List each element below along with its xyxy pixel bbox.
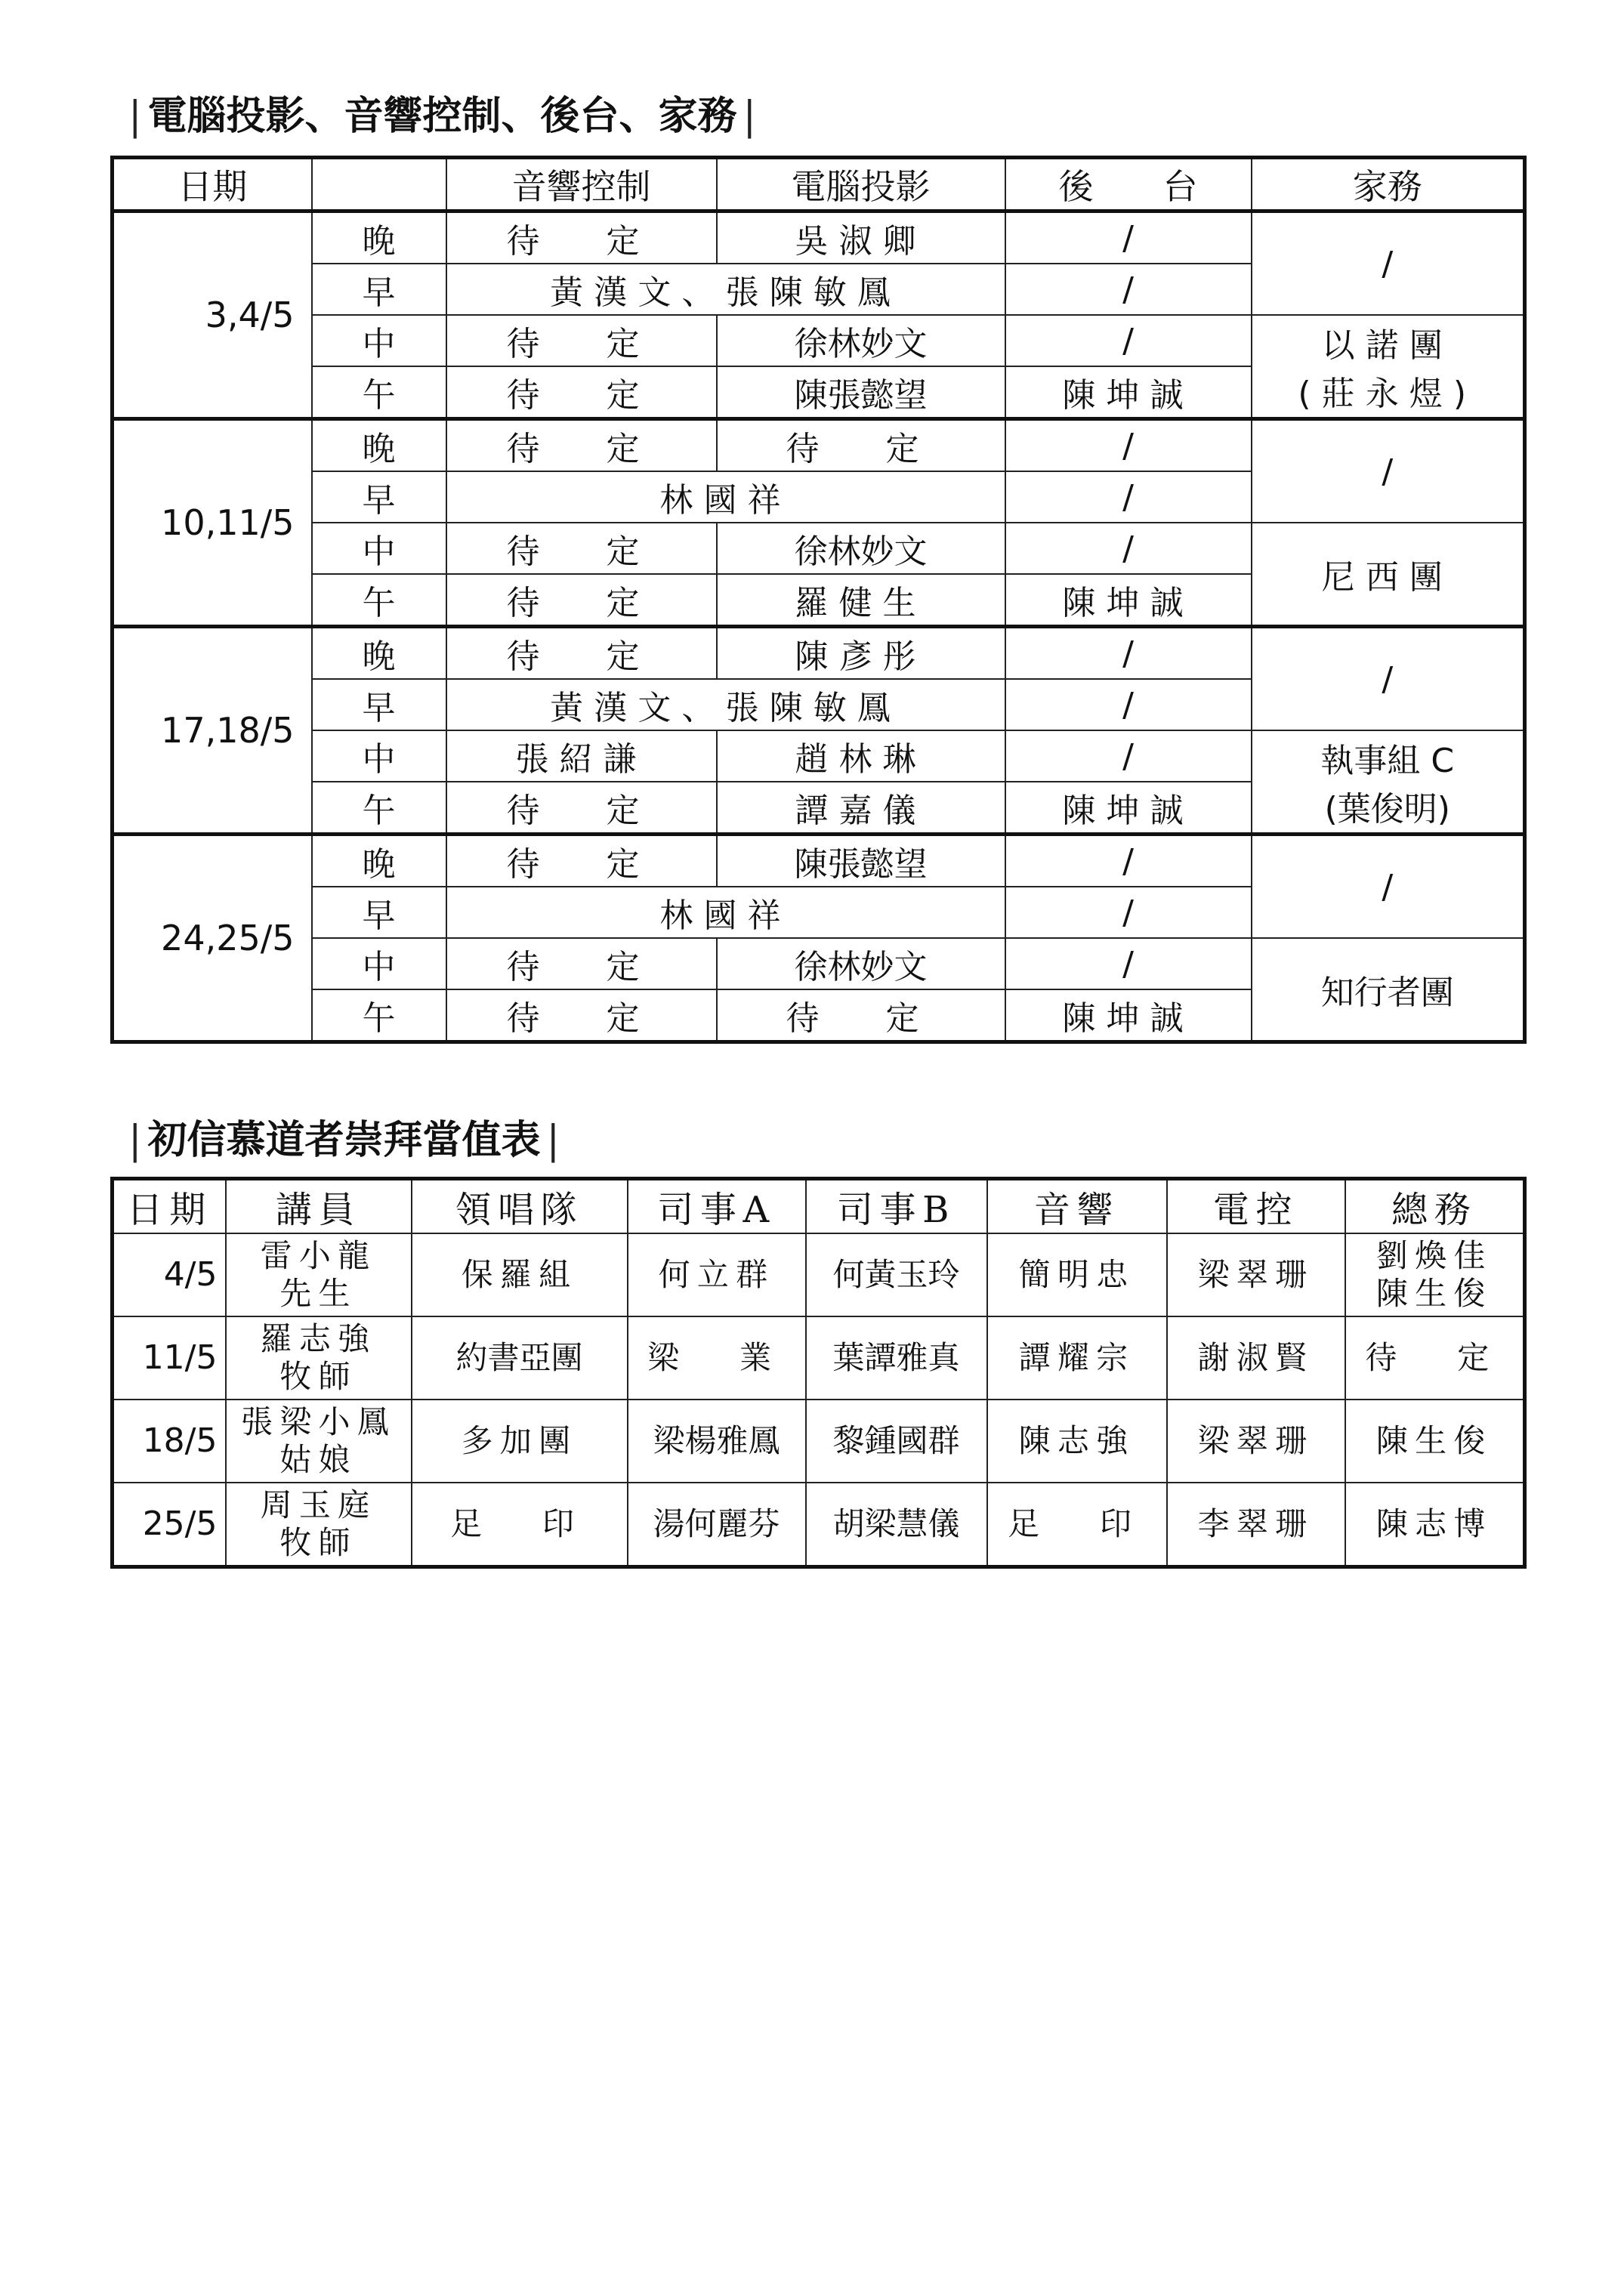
projection-cell: 陳張懿望 xyxy=(717,835,1005,887)
backstage-cell: / xyxy=(1005,938,1252,989)
control-cell: 謝淑賢 xyxy=(1167,1316,1345,1400)
projection-cell: 羅健生 xyxy=(717,574,1005,627)
section1-title-text: 電腦投影、音響控制、後台、家務 xyxy=(147,93,737,139)
speaker-line: 先生 xyxy=(279,1275,357,1312)
table-header-row xyxy=(113,1179,1525,1234)
merged-av-cell: 林國祥 xyxy=(446,887,1005,938)
header-projection: 電腦投影 xyxy=(717,158,1005,211)
table-row xyxy=(113,938,1525,989)
usher-b-cell: 胡梁慧儀 xyxy=(806,1483,987,1567)
projection-cell: 待 定 xyxy=(717,419,1005,472)
date-block xyxy=(113,835,1525,1042)
section1-title xyxy=(122,92,762,140)
date-cell: 10,11/5 xyxy=(113,419,312,627)
speaker-line: 牧師 xyxy=(279,1358,357,1395)
table-row xyxy=(113,627,1525,680)
date-cell: 24,25/5 xyxy=(113,835,312,1042)
sound-cell: 譚耀宗 xyxy=(987,1316,1167,1400)
backstage-cell: / xyxy=(1005,887,1252,938)
header-worship-team: 領唱隊 xyxy=(412,1179,628,1234)
usher-a-cell: 梁 業 xyxy=(628,1316,806,1400)
general-cell xyxy=(1345,1316,1525,1400)
header-general: 總務 xyxy=(1345,1179,1525,1234)
general-line: 待 定 xyxy=(1365,1339,1504,1376)
backstage-cell: / xyxy=(1005,315,1252,366)
sound-cell: 待 定 xyxy=(446,938,717,989)
backstage-cell: / xyxy=(1005,211,1252,264)
projection-cell: 吳淑卿 xyxy=(717,211,1005,264)
time-slot-cell: 中 xyxy=(312,315,446,366)
date-block xyxy=(113,419,1525,627)
general-line: 劉煥佳 xyxy=(1375,1237,1493,1274)
backstage-cell: / xyxy=(1005,264,1252,315)
av-household-duty-table xyxy=(110,156,1527,1044)
worship-team-cell: 足 印 xyxy=(412,1483,628,1567)
projection-cell: 譚嘉儀 xyxy=(717,782,1005,835)
control-cell: 李翠珊 xyxy=(1167,1483,1345,1567)
speaker-line: 張梁小鳳 xyxy=(241,1403,396,1440)
time-slot-cell: 午 xyxy=(312,782,446,835)
time-slot-cell: 晚 xyxy=(312,835,446,887)
general-cell xyxy=(1345,1233,1525,1316)
general-line: 陳生俊 xyxy=(1375,1275,1493,1312)
backstage-cell: 陳坤誠 xyxy=(1005,366,1252,419)
household-line: (葉俊明) xyxy=(1324,790,1450,829)
time-slot-cell: 早 xyxy=(312,264,446,315)
header-control: 電控 xyxy=(1167,1179,1345,1234)
speaker-line: 姑娘 xyxy=(279,1441,357,1478)
backstage-cell: 陳坤誠 xyxy=(1005,574,1252,627)
usher-b-cell: 何黃玉玲 xyxy=(806,1233,987,1316)
household-cell: / xyxy=(1252,835,1525,939)
backstage-cell: / xyxy=(1005,523,1252,574)
sound-cell: 待 定 xyxy=(446,211,717,264)
backstage-cell: / xyxy=(1005,679,1252,730)
title-bar-right: | xyxy=(546,1118,560,1163)
backstage-cell: / xyxy=(1005,471,1252,523)
household-cell xyxy=(1252,730,1525,835)
speaker-line: 雷小龍 xyxy=(260,1237,377,1274)
household-line: 執事組 C xyxy=(1320,742,1455,780)
worship-team-cell: 多加團 xyxy=(412,1400,628,1483)
backstage-cell: / xyxy=(1005,627,1252,680)
sound-cell: 待 定 xyxy=(446,627,717,680)
usher-a-cell: 梁楊雅鳳 xyxy=(628,1400,806,1483)
projection-cell: 趙林琳 xyxy=(717,730,1005,782)
time-slot-cell: 午 xyxy=(312,366,446,419)
general-cell xyxy=(1345,1400,1525,1483)
header-slot xyxy=(312,158,446,211)
sound-cell: 待 定 xyxy=(446,419,717,472)
control-cell: 梁翠珊 xyxy=(1167,1233,1345,1316)
table-row xyxy=(113,1483,1525,1567)
sound-cell: 陳志強 xyxy=(987,1400,1167,1483)
household-cell: / xyxy=(1252,419,1525,523)
time-slot-cell: 午 xyxy=(312,574,446,627)
title-bar-left: | xyxy=(128,94,142,139)
sound-cell: 簡明忠 xyxy=(987,1233,1167,1316)
date-cell: 3,4/5 xyxy=(113,211,312,419)
date-block xyxy=(113,211,1525,419)
header-backstage: 後 台 xyxy=(1005,158,1252,211)
sound-cell: 張紹謙 xyxy=(446,730,717,782)
control-cell: 梁翠珊 xyxy=(1167,1400,1345,1483)
table-row xyxy=(113,1233,1525,1316)
general-cell xyxy=(1345,1483,1525,1567)
date-cell: 17,18/5 xyxy=(113,627,312,835)
time-slot-cell: 早 xyxy=(312,887,446,938)
time-slot-cell: 晚 xyxy=(312,627,446,680)
time-slot-cell: 晚 xyxy=(312,419,446,472)
title-bar-left: | xyxy=(128,1118,142,1163)
table-row xyxy=(113,1316,1525,1400)
merged-av-cell: 林國祥 xyxy=(446,471,1005,523)
speaker-cell xyxy=(226,1483,412,1567)
header-usher-b: 司事B xyxy=(806,1179,987,1234)
table-row xyxy=(113,523,1525,574)
sound-cell: 足 印 xyxy=(987,1483,1167,1567)
household-line: 知行者團 xyxy=(1320,974,1454,1012)
sound-cell: 待 定 xyxy=(446,835,717,887)
table-row xyxy=(113,835,1525,887)
date-block xyxy=(113,627,1525,835)
general-line: 陳生俊 xyxy=(1375,1422,1493,1459)
general-line: 陳志博 xyxy=(1375,1505,1493,1542)
table-row xyxy=(113,419,1525,472)
time-slot-cell: 晚 xyxy=(312,211,446,264)
section2-title-text: 初信慕道者崇拜當值表 xyxy=(147,1117,541,1163)
speaker-cell xyxy=(226,1316,412,1400)
sound-cell: 待 定 xyxy=(446,366,717,419)
household-line: 尼西團 xyxy=(1321,558,1453,597)
sound-cell: 待 定 xyxy=(446,989,717,1042)
header-date: 日期 xyxy=(113,1179,226,1234)
speaker-line: 牧師 xyxy=(279,1524,357,1561)
projection-cell: 徐林妙文 xyxy=(717,315,1005,366)
sound-cell: 待 定 xyxy=(446,315,717,366)
backstage-cell: 陳坤誠 xyxy=(1005,782,1252,835)
time-slot-cell: 中 xyxy=(312,523,446,574)
usher-b-cell: 葉譚雅真 xyxy=(806,1316,987,1400)
header-speaker: 講員 xyxy=(226,1179,412,1234)
speaker-cell xyxy=(226,1400,412,1483)
backstage-cell: / xyxy=(1005,730,1252,782)
sound-cell: 待 定 xyxy=(446,574,717,627)
title-bar-right: | xyxy=(743,94,757,139)
table-row xyxy=(113,730,1525,782)
header-household: 家務 xyxy=(1252,158,1525,211)
projection-cell: 徐林妙文 xyxy=(717,523,1005,574)
speaker-cell xyxy=(226,1233,412,1316)
worship-team-cell: 約書亞團 xyxy=(412,1316,628,1400)
merged-av-cell: 黃漢文、張陳敏鳳 xyxy=(446,679,1005,730)
table-row xyxy=(113,315,1525,366)
section2-title xyxy=(122,1116,566,1165)
backstage-cell: / xyxy=(1005,419,1252,472)
usher-a-cell: 湯何麗芬 xyxy=(628,1483,806,1567)
time-slot-cell: 早 xyxy=(312,471,446,523)
household-line: (莊永煜) xyxy=(1298,375,1477,413)
sound-cell: 待 定 xyxy=(446,782,717,835)
usher-a-cell: 何立群 xyxy=(628,1233,806,1316)
backstage-cell: / xyxy=(1005,835,1252,887)
household-cell xyxy=(1252,523,1525,627)
date-cell: 11/5 xyxy=(113,1316,226,1400)
household-cell xyxy=(1252,938,1525,1042)
seekers-worship-duty-table xyxy=(110,1177,1527,1569)
projection-cell: 徐林妙文 xyxy=(717,938,1005,989)
time-slot-cell: 中 xyxy=(312,938,446,989)
table-row xyxy=(113,211,1525,264)
header-sound: 音響 xyxy=(987,1179,1167,1234)
usher-b-cell: 黎鍾國群 xyxy=(806,1400,987,1483)
backstage-cell: 陳坤誠 xyxy=(1005,989,1252,1042)
sound-cell: 待 定 xyxy=(446,523,717,574)
date-cell: 4/5 xyxy=(113,1233,226,1316)
household-cell xyxy=(1252,315,1525,419)
projection-cell: 陳彥彤 xyxy=(717,627,1005,680)
time-slot-cell: 中 xyxy=(312,730,446,782)
speaker-line: 周玉庭 xyxy=(260,1486,377,1523)
household-line: 以諾團 xyxy=(1321,326,1453,365)
projection-cell: 待 定 xyxy=(717,989,1005,1042)
worship-team-cell: 保羅組 xyxy=(412,1233,628,1316)
date-cell: 25/5 xyxy=(113,1483,226,1567)
merged-av-cell: 黃漢文、張陳敏鳳 xyxy=(446,264,1005,315)
speaker-line: 羅志強 xyxy=(260,1320,377,1357)
header-sound: 音響控制 xyxy=(446,158,717,211)
household-cell: / xyxy=(1252,627,1525,731)
header-usher-a: 司事A xyxy=(628,1179,806,1234)
table-row xyxy=(113,1400,1525,1483)
header-date: 日期 xyxy=(113,158,312,211)
household-cell: / xyxy=(1252,211,1525,316)
table-header-row xyxy=(113,158,1525,211)
time-slot-cell: 午 xyxy=(312,989,446,1042)
date-cell: 18/5 xyxy=(113,1400,226,1483)
projection-cell: 陳張懿望 xyxy=(717,366,1005,419)
time-slot-cell: 早 xyxy=(312,679,446,730)
